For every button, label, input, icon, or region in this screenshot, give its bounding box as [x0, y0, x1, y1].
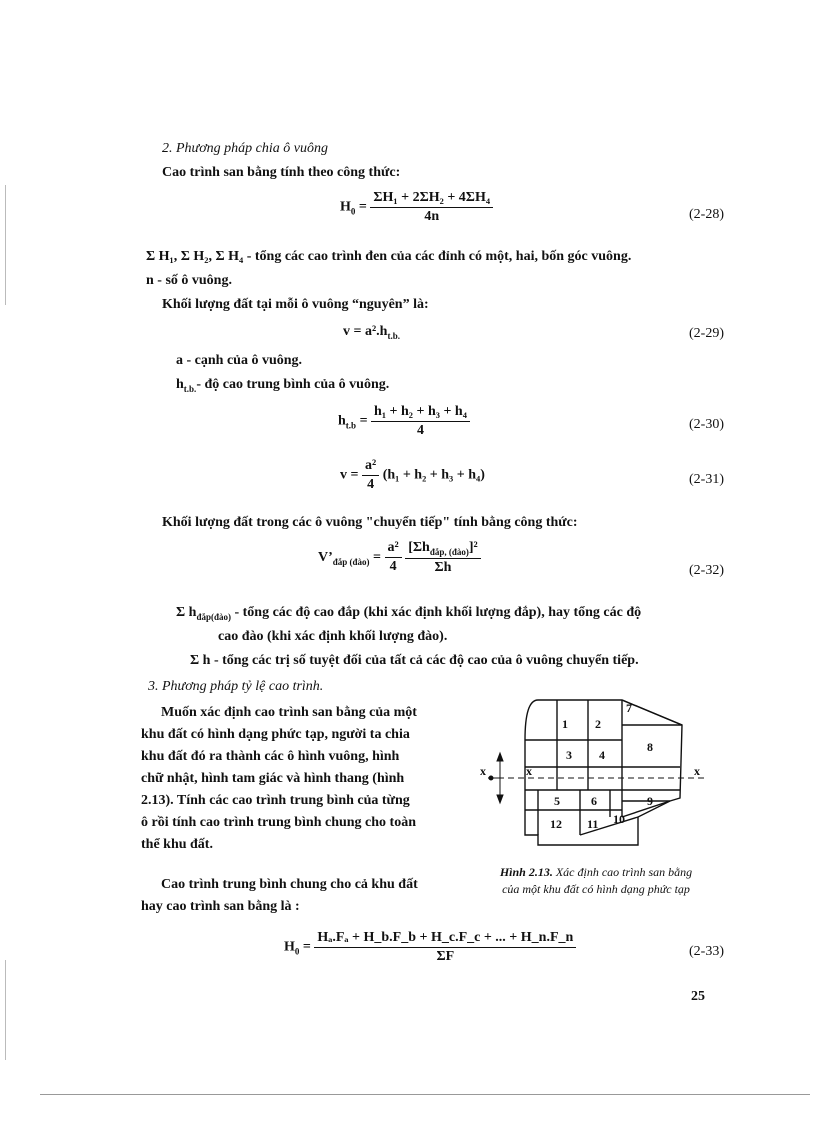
definition-text: [176, 604, 641, 626]
numerator: Hₐ.Fₐ + H_b.F_b + H_c.F_c + ... + H_n.F_n: [314, 930, 576, 948]
equation-2-30: $h_{t.b}$ = $\frac{\text{h₁ + h₂ + h₃ + h₄}}{4}$: [338, 404, 470, 439]
symbol-sub: t.b.: [183, 383, 197, 394]
caption-label: Hình 2.13.: [499, 865, 553, 879]
axis-label: x: [526, 764, 532, 778]
cell-label: 7: [626, 701, 632, 715]
equation-2-29: [343, 324, 400, 341]
cell-label: 5: [554, 794, 560, 808]
eq-sub: t.b: [345, 420, 357, 431]
eq-lhs: v =: [340, 467, 359, 483]
fraction: [370, 190, 493, 225]
equation-number: (2-30): [689, 417, 724, 432]
symbol-sub: đắp(đào): [196, 611, 231, 622]
axis-line: [488, 753, 708, 803]
equation-number: (2-32): [689, 563, 724, 578]
cell-label: 9: [647, 794, 653, 808]
numerator: [Σh: [408, 540, 430, 555]
equation-number: (2-29): [689, 326, 724, 341]
paragraph-1: [141, 702, 451, 856]
denominator: ΣF: [436, 949, 455, 964]
cell-label: 1: [562, 717, 568, 731]
definition-text: cao đào (khi xác định khối lượng đào).: [218, 629, 448, 644]
definition-body: - độ cao trung bình của ô vuông.: [196, 377, 390, 392]
definition-body: - tổng các độ cao đắp (khi xác định khối lượng đắp), hay tổng các độ: [230, 605, 642, 620]
eq-lhs: V’: [318, 550, 333, 566]
numerator: ΣH₁ + 2ΣH₂ + 4ΣH₄: [370, 190, 493, 208]
symbol: Σ h: [176, 605, 197, 620]
line: Muốn xác định cao trình san bằng của một: [161, 705, 417, 720]
scan-mark: [5, 960, 6, 1060]
numerator-end: ]²: [468, 540, 478, 555]
eq-sub: t.b.: [387, 330, 400, 341]
equation-number: (2-31): [689, 472, 724, 487]
equation-2-31: [340, 458, 485, 493]
eq-sub: 0: [294, 946, 300, 957]
equation-number: (2-28): [689, 207, 724, 222]
figure-caption: [462, 864, 730, 898]
fraction: [371, 404, 470, 439]
intro-text: Cao trình san bằng tính theo công thức:: [162, 165, 401, 180]
line: hay cao trình san bằng là :: [141, 899, 300, 914]
line: thể khu đất.: [141, 837, 213, 852]
numerator: a²: [362, 458, 379, 476]
symbol: h: [176, 377, 184, 392]
caption-text: của một khu đất có hình dạng phức tạp: [502, 882, 690, 896]
fraction: [385, 540, 402, 575]
definition-text: Σ H₁, Σ H₂, Σ H₄ - tổng các cao trình đen của các đỉnh có một, hai, bốn góc vuông.: [146, 249, 632, 264]
cell-label: 2: [595, 717, 601, 731]
cell-label: 11: [587, 817, 599, 831]
definition-text: n - số ô vuông.: [146, 273, 232, 288]
cell-label: 4: [599, 748, 605, 762]
denominator: Σh: [434, 559, 452, 575]
definition-text: [176, 376, 389, 398]
denominator: 4: [367, 477, 375, 492]
numerator-sub: đắp, (đào): [429, 546, 469, 557]
eq-lhs: h: [338, 413, 346, 429]
denominator: 4: [389, 559, 397, 575]
eq-rhs: (h₁ + h₂ + h₃ + h₄): [382, 467, 485, 483]
line: Cao trình trung bình chung cho cả khu đất: [161, 877, 418, 892]
plot-outline: [525, 700, 682, 845]
line: khu đất đó ra thành các ô hình vuông, hình: [141, 749, 400, 764]
fraction: [314, 930, 576, 965]
cell-label: 3: [566, 748, 572, 762]
eq-lhs: H: [284, 939, 295, 955]
eq-body: v = a².h: [343, 324, 388, 339]
body-text: Khối lượng đất trong các ô vuông "chuyển tiếp" tính bằng công thức:: [162, 515, 578, 530]
eq-sub: đắp (đào): [332, 556, 370, 567]
fraction: [405, 540, 480, 576]
figure-2-13: [470, 695, 720, 865]
numerator: h₁ + h₂ + h₃ + h₄: [371, 404, 470, 422]
page-number: 25: [691, 989, 705, 1004]
denominator: 4: [416, 423, 424, 438]
cell-label: 8: [647, 740, 653, 754]
denominator: 4n: [424, 209, 440, 224]
line: chữ nhật, hình tam giác và hình thang (hình: [141, 771, 405, 786]
scan-mark: [5, 185, 6, 305]
body-text: Khối lượng đất tại mỗi ô vuông “nguyên” là:: [162, 297, 429, 312]
equation-2-33: $H_0$ = $\frac{\text{Hₐ.Fₐ + H\_b.F\_b + H\_c.F\_c + ... + H\_n.F\_n}}{\Sigma F}$: [284, 930, 576, 965]
caption-text: Xác định cao trình san bằng: [552, 865, 693, 879]
line: 2.13). Tính các cao trình trung bình của từng: [141, 793, 410, 808]
cell-label: 6: [591, 794, 597, 808]
definition-text: a - cạnh của ô vuông.: [176, 353, 303, 368]
equation-number: (2-33): [689, 944, 724, 959]
eq-sub: 0: [350, 206, 356, 217]
equation-2-28: $H_0$ = $\frac{\text{ΣH₁ + 2ΣH₂ + 4ΣH₄}}{4n}$: [340, 190, 493, 225]
axis-label: x: [694, 764, 700, 778]
numerator: a²: [385, 540, 402, 558]
cell-label: 12: [550, 817, 562, 831]
cell-label: 10: [613, 812, 625, 826]
line: khu đất có hình dạng phức tạp, người ta chia: [141, 727, 410, 742]
section-heading: 3. Phương pháp tỷ lệ cao trình.: [148, 679, 324, 694]
scan-edge-line: [40, 1094, 810, 1095]
eq-lhs: H: [340, 199, 351, 215]
line: ô rồi tính cao trình trung bình chung cho toàn: [141, 815, 416, 830]
fraction: [362, 458, 379, 493]
definition-text: Σ h - tổng các trị số tuyệt đối của tất cả các độ cao của ô vuông chuyển tiếp.: [190, 653, 639, 668]
section-heading: 2. Phương pháp chia ô vuông: [162, 141, 328, 156]
equation-2-32: $V’_{đắp (đào)}$ = $\frac{\text{a²}}{4}$ $\frac{[\Sigma h_{đắp, (đào)}]^2}{\Sigma h}$: [318, 540, 481, 576]
paragraph-2: [141, 874, 451, 918]
axis-label: x: [480, 764, 486, 778]
